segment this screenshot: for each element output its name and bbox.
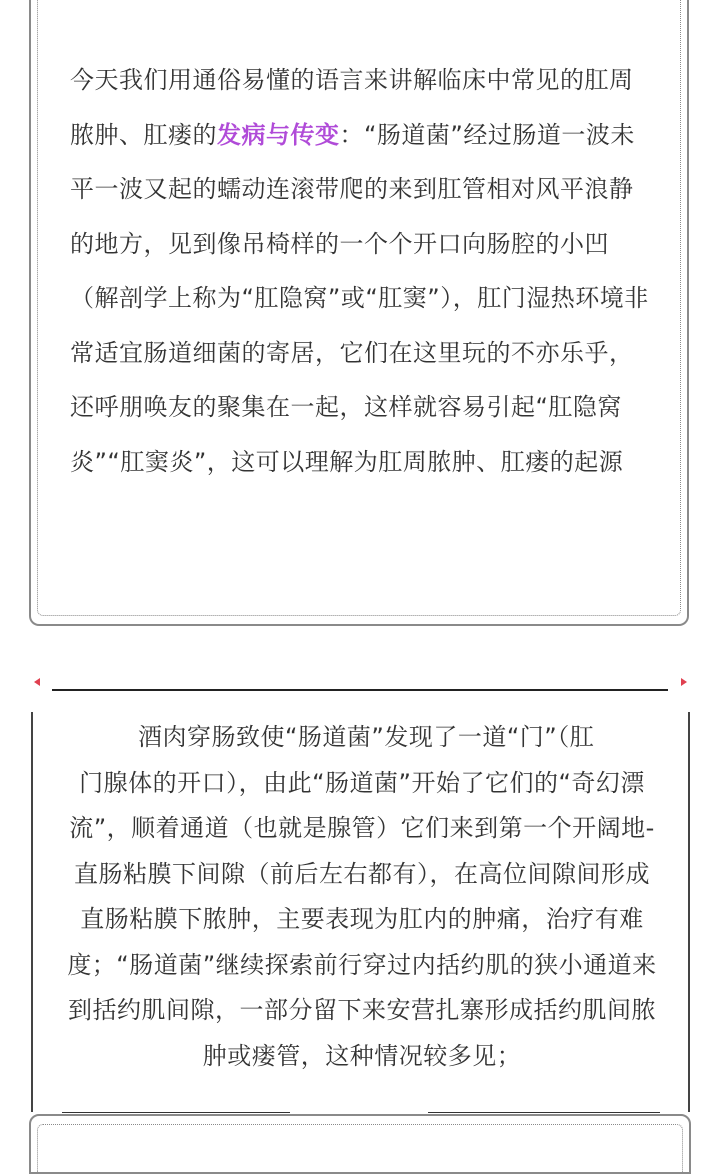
divider-left-triangle-icon [34,678,40,686]
article-paragraph-spread [62,715,662,1079]
card-dotted-border [37,1124,683,1172]
underline-right [428,1112,660,1113]
divider-right-triangle-icon [681,678,687,686]
card2-right-border [688,712,690,1112]
paragraph-text-part2: ：“肠道菌”经过肠道一波未平一波又起的蠕动连滚带爬的来到肛管相对风平浪静的地方，见到像吊椅样的一个个开口向肠腔的小凹（解剖学上称为“肛隐窝”或“肛窦”），肛门湿热环境非常适宜肠道细菌的寄居，它们在这里玩的不亦乐乎，还呼朋唤友的聚集在一起，这样就容易引起“肛隐窝炎”“肛窦炎”，这可以理解为肛周脓肿、肛瘘的起源 [70,120,649,476]
section-divider [52,689,668,691]
content-card-bottom [29,1114,691,1174]
underline-left [62,1112,290,1113]
card2-left-border [31,712,33,1112]
paragraph-first-line: 酒肉穿肠致使“肠道菌”发现了一道“门”（肛 [138,723,595,751]
paragraph-rest: 门腺体的开口），由此“肠道菌”开始了它们的“奇幻漂流”，顺着通道（也就是腺管）它们来到第一个开阔地-直肠粘膜下间隙（前后左右都有），在高位间隙间形成直肠粘膜下脓肿，主要表现为肛内的肿痛，治疗有难度；“肠道菌”继续探索前行穿过内括约肌的狭小通道来到括约肌间隙，一部分留下来安营扎寨形成括约肌间脓肿或瘘管，这种情况较多见； [67,768,657,1070]
paragraph-text-part1: 今天我们用通俗易懂的语言来讲解临床中常见的肛周脓肿、肛瘘的 [70,66,634,149]
highlight-text: 发病与传变 [217,120,340,149]
article-paragraph-origin [70,53,650,489]
